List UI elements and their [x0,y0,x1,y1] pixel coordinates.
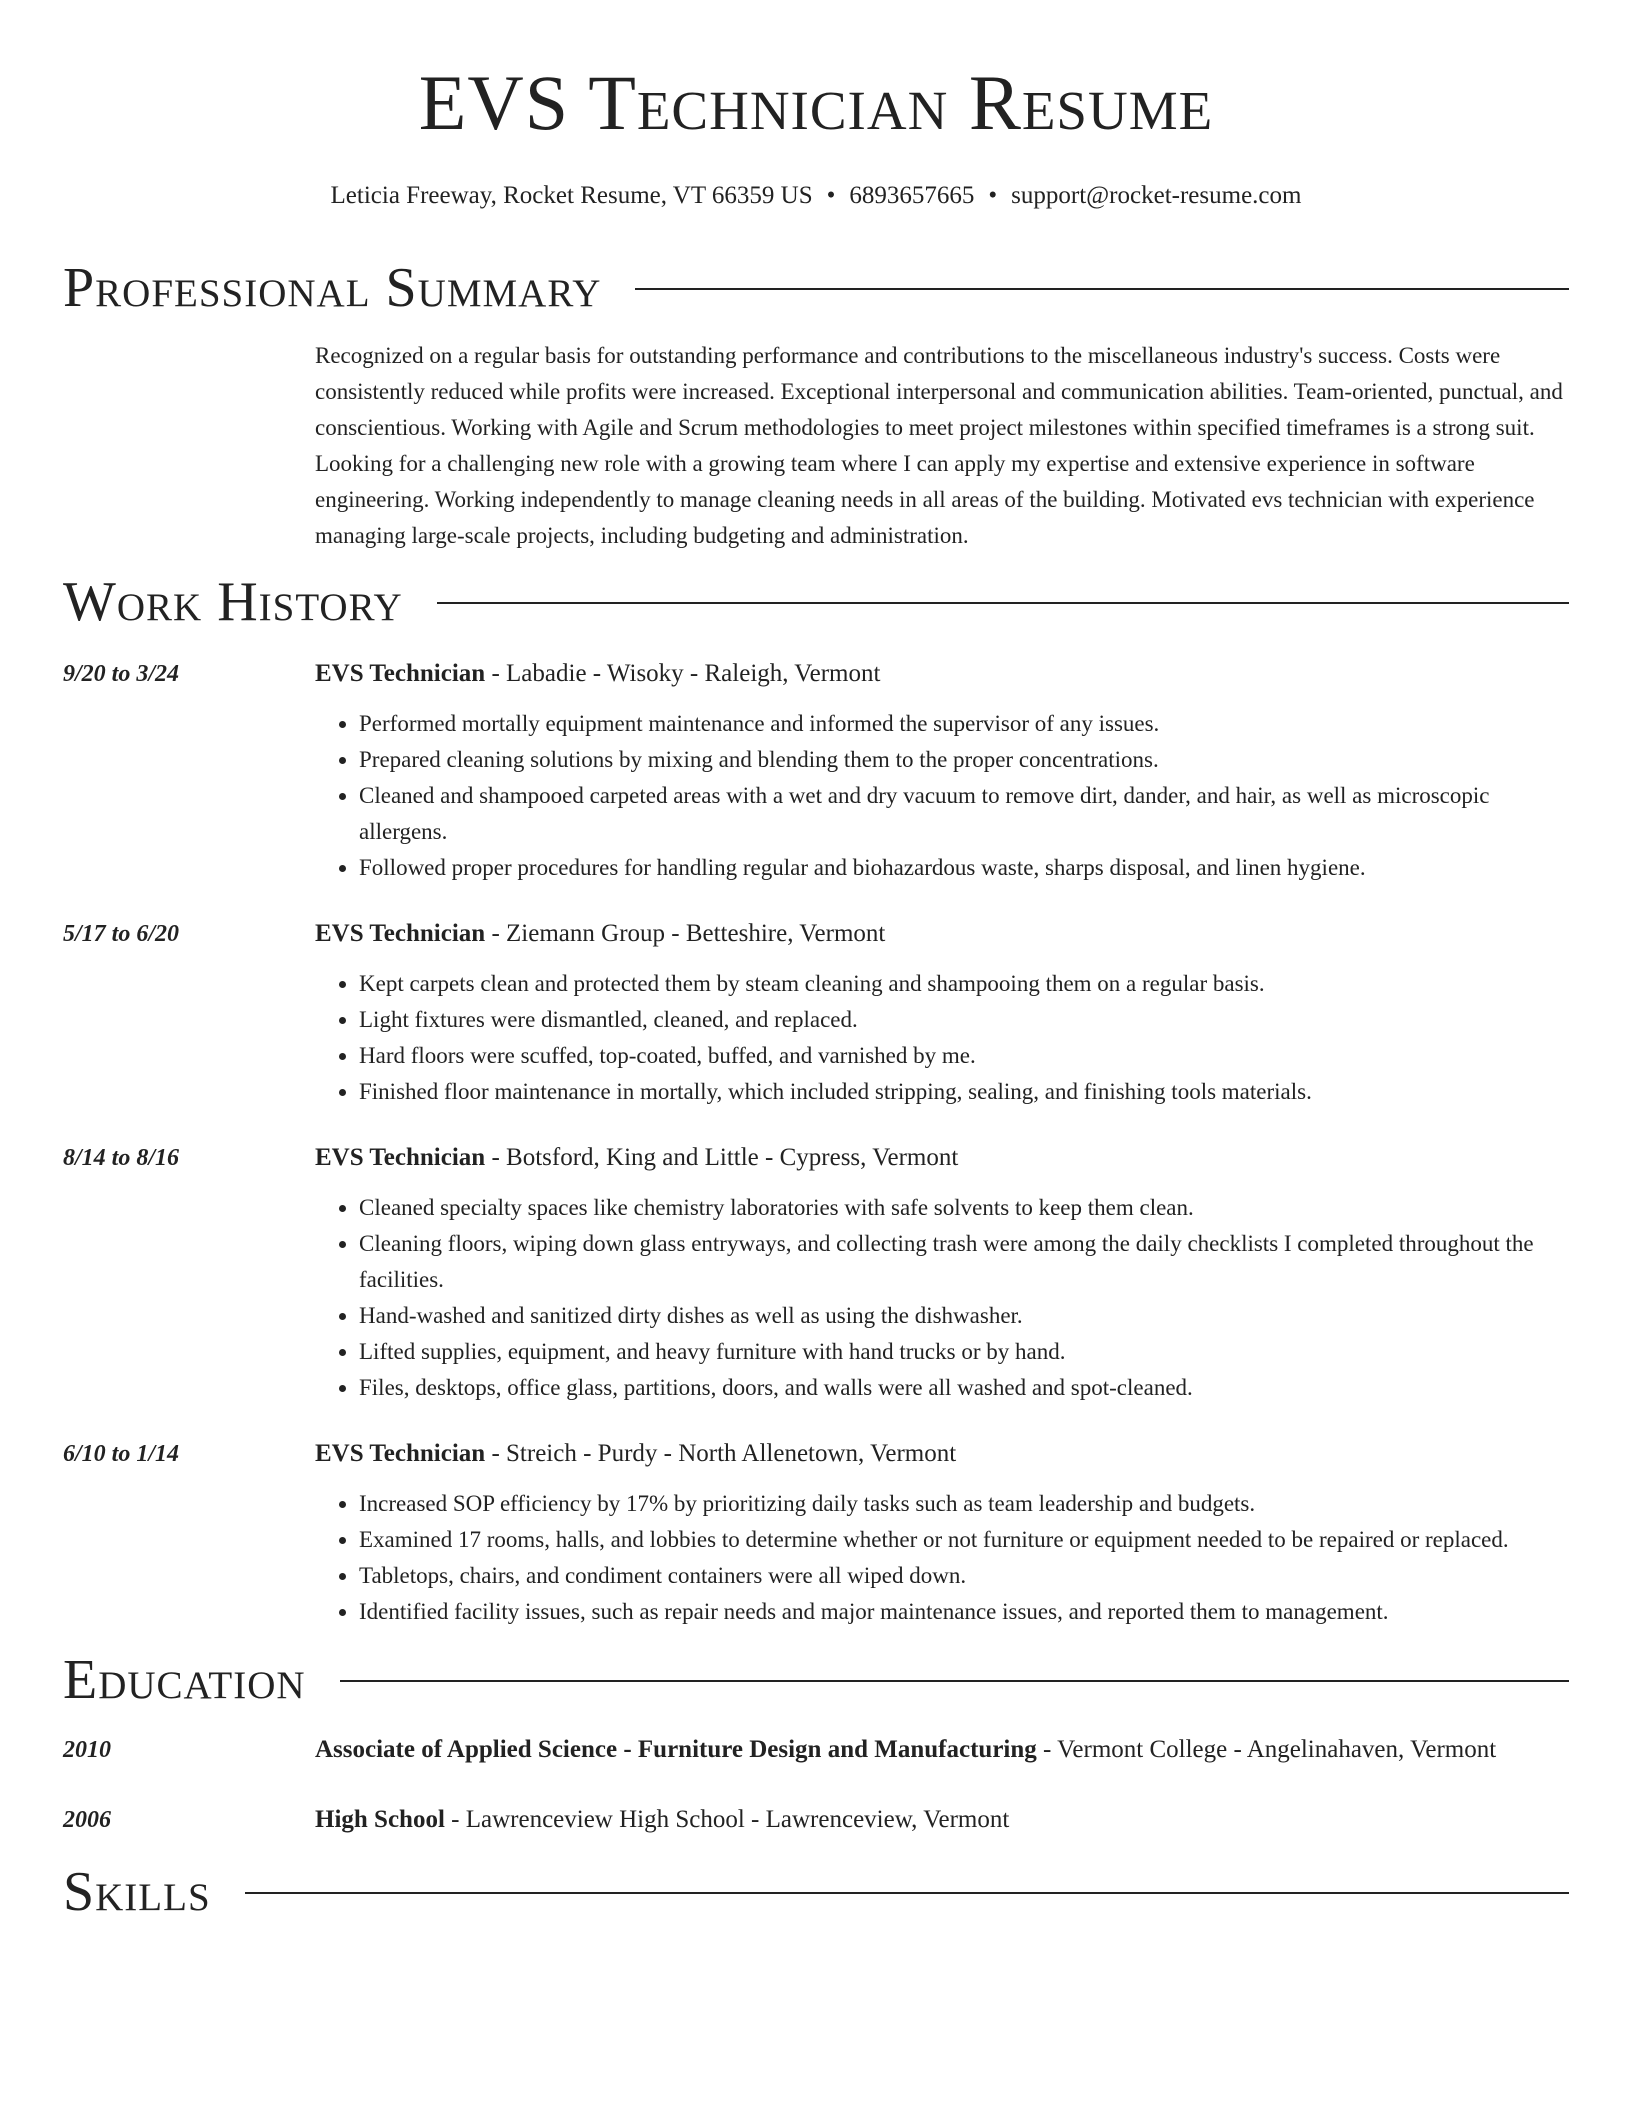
job-heading [315,654,1569,694]
job-heading [315,1138,1569,1178]
job-bullets [315,706,1569,886]
education-entry [63,1730,1569,1770]
education-details: - Lawrenceview High School - Lawrenceview, Vermont [444,1806,1010,1833]
job-details: - Ziemann Group - Betteshire, Vermont [485,920,886,947]
section-divider [340,1680,1569,1682]
education-body [315,1800,1569,1840]
job-bullets [315,966,1569,1110]
education-degree: High School [315,1806,445,1833]
job-bullet: • Prepared cleaning solutions by mixing and blending them to the proper concentrations. [359,742,1569,778]
job-entry [63,914,1569,1110]
job-heading [315,914,1569,954]
contact-line [63,180,1569,212]
skills-heading: Skills [63,1861,211,1923]
section-divider [245,1892,1569,1894]
contact-separator: • [988,182,998,209]
contact-email: support@rocket-resume.com [1011,182,1302,209]
job-bullet: • Finished floor maintenance in mortally, which included stripping, sealing, and finishing tools materials. [359,1074,1569,1110]
job-details: - Labadie - Wisoky - Raleigh, Vermont [485,660,881,687]
skills-section-header [63,1862,1569,1922]
job-bullet: • Increased SOP efficiency by 17% by prioritizing daily tasks such as team leadership and budgets. [359,1486,1569,1522]
education-date: 2010 [63,1737,111,1763]
job-date: 9/20 to 3/24 [63,661,180,687]
job-bullet: • Cleaned and shampooed carpeted areas with a wet and dry vacuum to remove dirt, dander, and hair, as well as microscopic allergens. [359,778,1569,850]
job-bullets [315,1486,1569,1630]
job-bullet: • Light fixtures were dismantled, cleaned, and replaced. [359,1002,1569,1038]
job-date: 6/10 to 1/14 [63,1441,180,1467]
education-date: 2006 [63,1807,111,1833]
job-body [315,1434,1569,1630]
work-section-header [63,572,1569,632]
job-date: 5/17 to 6/20 [63,921,180,947]
contact-address: Leticia Freeway, Rocket Resume, VT 66359 US [330,182,813,209]
contact-phone: 6893657665 [849,182,975,209]
job-bullets [315,1190,1569,1406]
contact-separator: • [826,182,836,209]
job-bullet: • Hand-washed and sanitized dirty dishes as well as using the dishwasher. [359,1298,1569,1334]
job-bullet: • Files, desktops, office glass, partitions, doors, and walls were all washed and spot-cleaned. [359,1370,1569,1406]
job-bullet: • Kept carpets clean and protected them by steam cleaning and shampooing them on a regular basis. [359,966,1569,1002]
summary-section-header [63,258,1569,318]
job-body [315,654,1569,886]
education-section-header [63,1650,1569,1710]
job-body [315,914,1569,1110]
job-bullet: • Performed mortally equipment maintenance and informed the supervisor of any issues. [359,706,1569,742]
education-body [315,1730,1569,1770]
job-role: EVS Technician [315,1440,486,1467]
job-bullet: • Followed proper procedures for handling regular and biohazardous waste, sharps disposal, and linen hygiene. [359,850,1569,886]
job-bullet: • Identified facility issues, such as repair needs and major maintenance issues, and reported them to management. [359,1594,1569,1630]
job-bullet: • Cleaning floors, wiping down glass entryways, and collecting trash were among the daily checklists I completed throughout the facilities. [359,1226,1569,1298]
education-entry [63,1800,1569,1840]
work-heading: Work History [63,571,403,633]
job-details: - Botsford, King and Little - Cypress, Vermont [485,1144,959,1171]
job-details: - Streich - Purdy - North Allenetown, Vermont [485,1440,957,1467]
education-degree: Associate of Applied Science - Furniture Design and Manufacturing [315,1736,1037,1763]
job-bullet: • Hard floors were scuffed, top-coated, buffed, and varnished by me. [359,1038,1569,1074]
job-bullet: • Cleaned specialty spaces like chemistry laboratories with safe solvents to keep them clean. [359,1190,1569,1226]
job-role: EVS Technician [315,660,486,687]
job-entry [63,1434,1569,1630]
summary-heading: Professional Summary [63,257,602,319]
job-entry [63,654,1569,886]
job-role: EVS Technician [315,1144,486,1171]
resume-title: EVS Technician Resume [418,59,1214,146]
education-details: - Vermont College - Angelinahaven, Vermont [1036,1736,1497,1763]
education-heading: Education [63,1649,306,1711]
section-divider [437,602,1569,604]
job-entry [63,1138,1569,1406]
job-date: 8/14 to 8/16 [63,1145,180,1171]
job-body [315,1138,1569,1406]
summary-text: Recognized on a regular basis for outstanding performance and contributions to the miscellaneous industry's success. Costs were consistently reduced while profits were increased. Exceptional interpersonal and communication abilities. Team-oriented, punctual, and conscientious. Working with Agile and Scrum methodologies to meet project milestones within specified timeframes is a strong suit. Looking for a challenging new role with a growing team where I can apply my expertise and extensive experience in software engineering. Working independently to manage cleaning needs in all areas of the building. Motivated evs technician with experience managing large-scale projects, including budgeting and administration. [315,343,1563,548]
job-bullet: • Lifted supplies, equipment, and heavy furniture with hand trucks or by hand. [359,1334,1569,1370]
job-bullet: • Examined 17 rooms, halls, and lobbies to determine whether or not furniture or equipment needed to be repaired or replaced. [359,1522,1569,1558]
job-role: EVS Technician [315,920,486,947]
job-heading [315,1434,1569,1474]
section-divider [635,288,1569,290]
job-bullet: • Tabletops, chairs, and condiment containers were all wiped down. [359,1558,1569,1594]
